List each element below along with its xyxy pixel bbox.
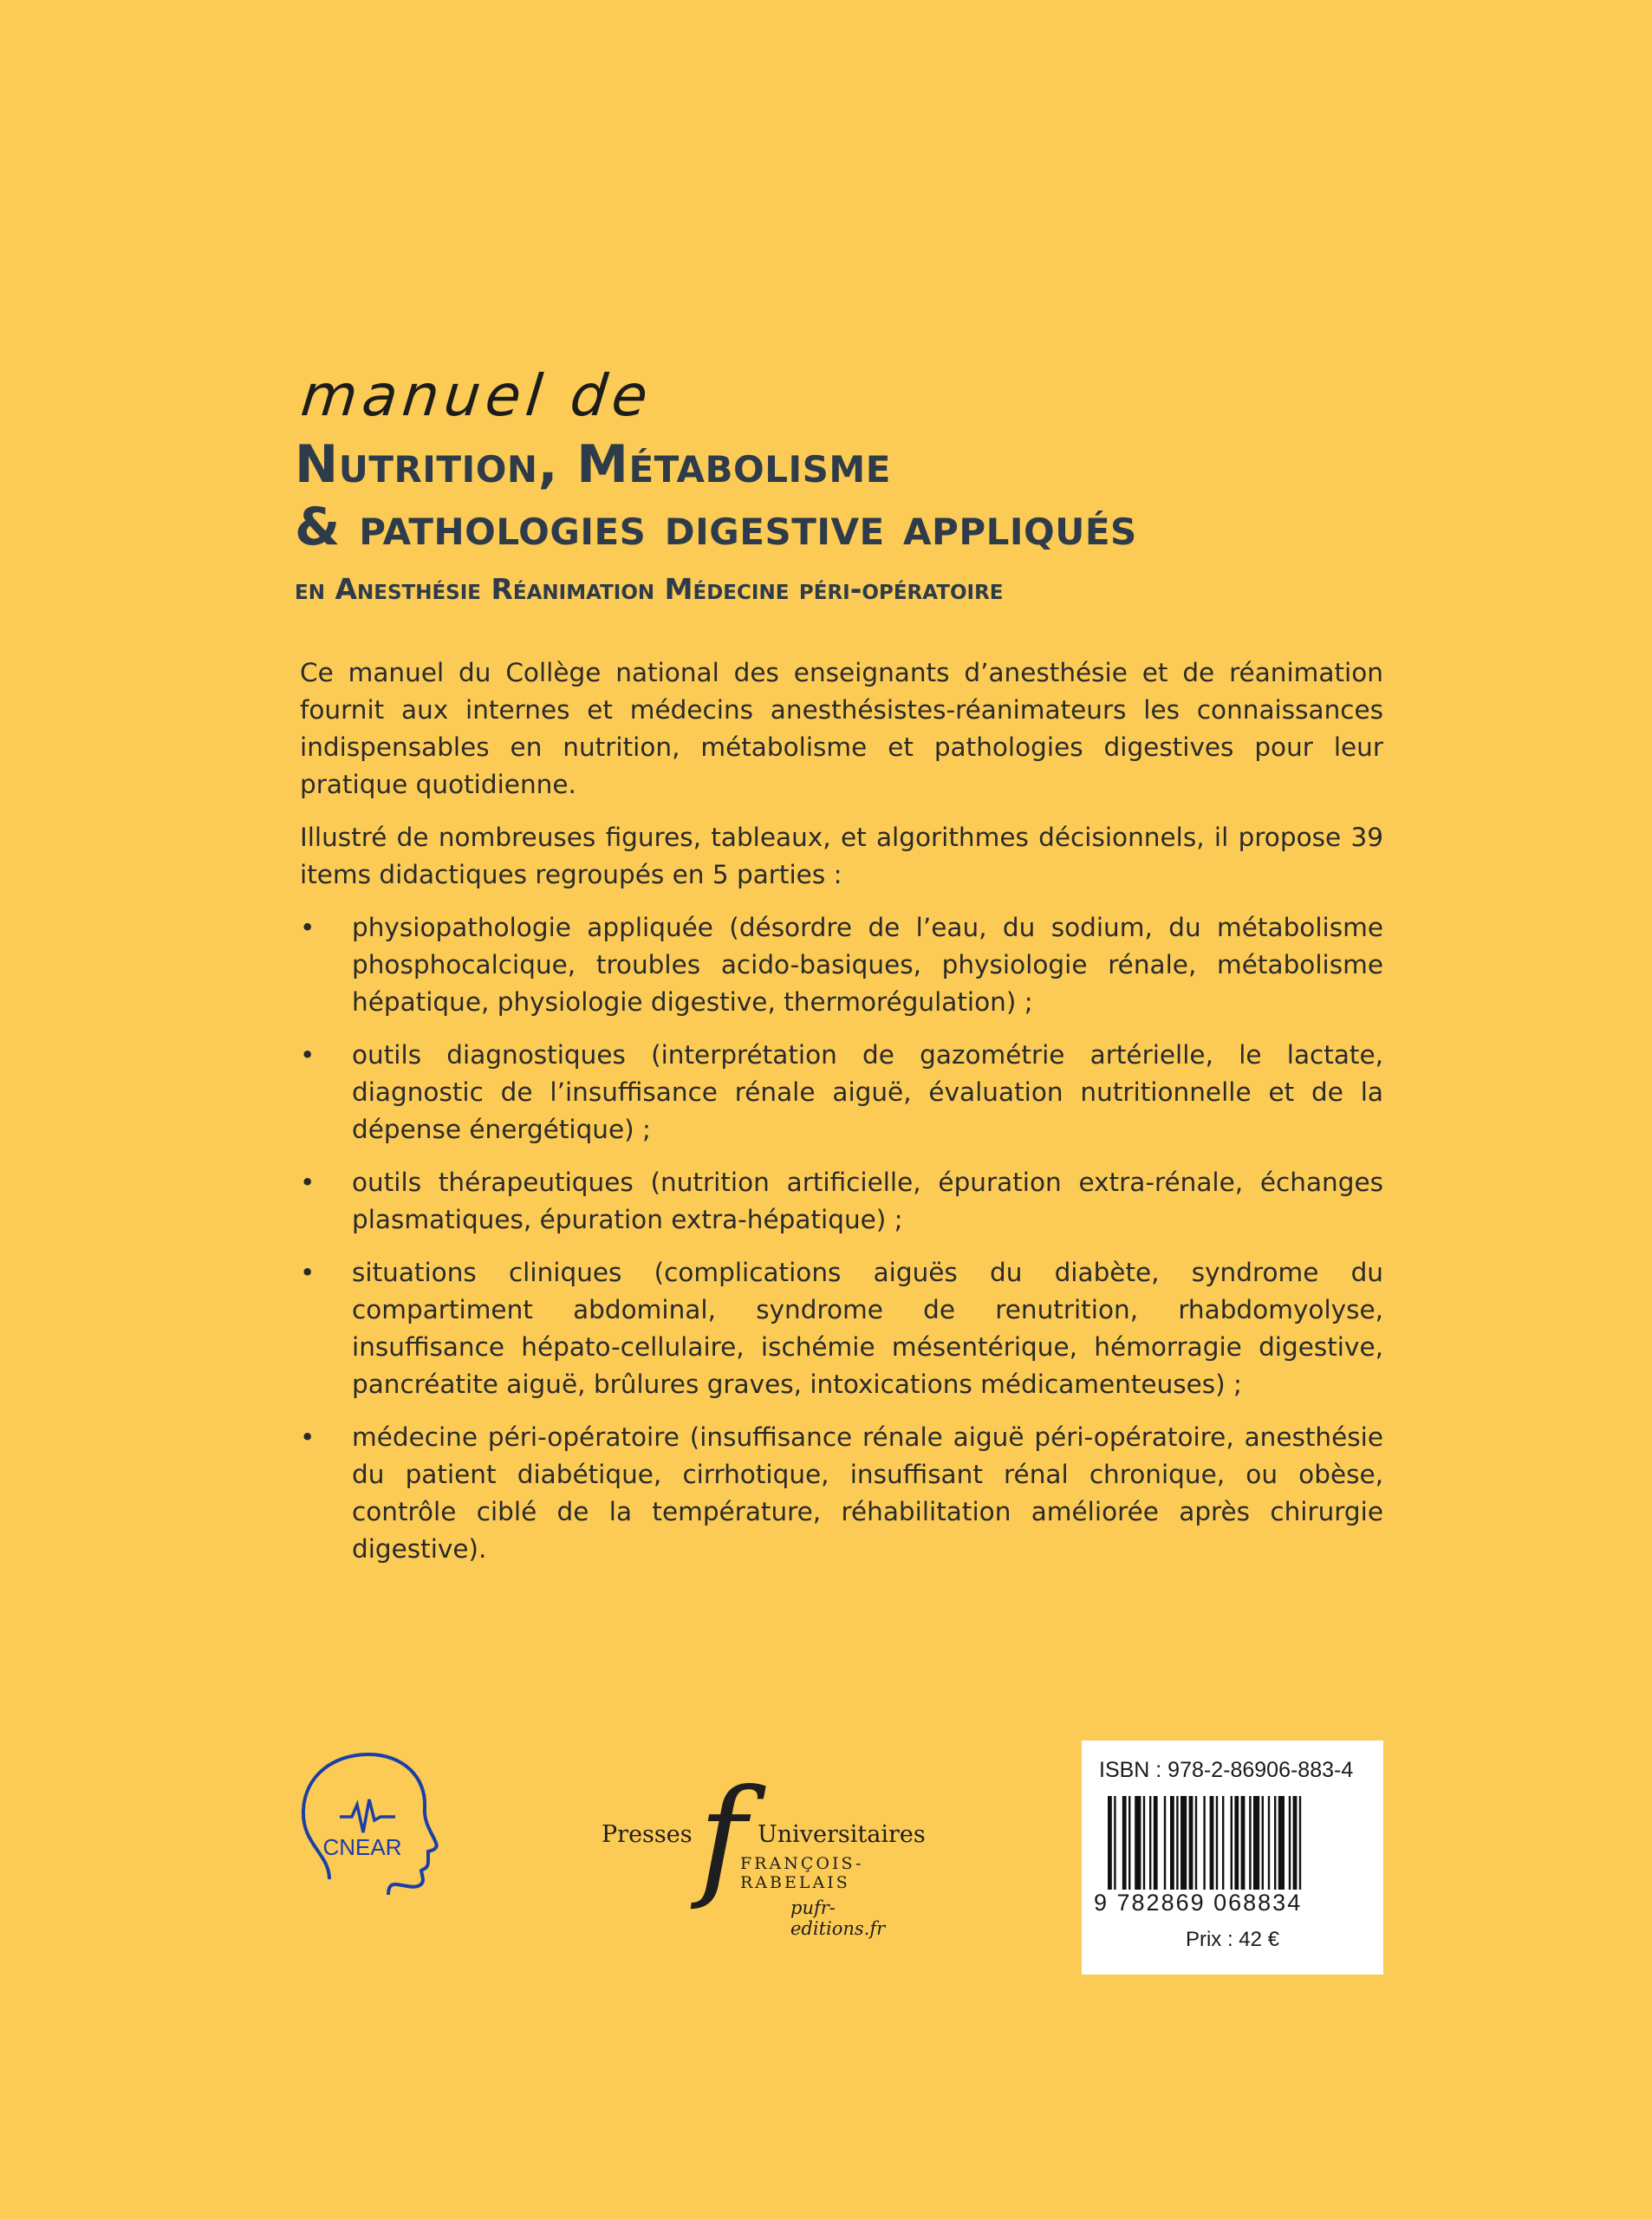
- barcode-bar: [1108, 1796, 1112, 1890]
- ean-digits: 9 782869 068834: [1094, 1890, 1303, 1916]
- barcode-panel: [1082, 1741, 1383, 1975]
- cnear-text: CNEAR: [322, 1834, 402, 1860]
- publisher-logo: [602, 1762, 926, 1939]
- barcode-bar: [1268, 1796, 1270, 1890]
- barcode-bar: [1216, 1796, 1218, 1890]
- barcode-bar: [1222, 1796, 1224, 1890]
- barcode-bar: [1289, 1796, 1291, 1890]
- head-heartbeat-icon: [295, 1749, 442, 1897]
- book-title: [295, 433, 1137, 558]
- barcode-bar: [1241, 1796, 1246, 1890]
- barcode-bar: [1164, 1796, 1166, 1890]
- handwritten-manuel-de: manuel de: [297, 362, 656, 429]
- barcode-bar: [1189, 1796, 1193, 1890]
- description: [300, 654, 1383, 1584]
- book-subtitle: en Anesthésie Réanimation Médecine péri-opératoire: [295, 572, 1004, 606]
- bullet-icon: •: [300, 913, 315, 942]
- barcode-bar: [1180, 1796, 1187, 1890]
- barcode-bar: [1176, 1796, 1178, 1890]
- parts-list: [300, 909, 1383, 1568]
- bullet-icon: •: [300, 1422, 315, 1452]
- publisher-website: pufr-editions.fr: [790, 1897, 886, 1939]
- barcode-bar: [1128, 1796, 1130, 1890]
- barcode-bar: [1203, 1796, 1205, 1890]
- publisher-universitaires: Universitaires: [758, 1821, 926, 1848]
- price: Prix : 42 €: [1185, 1928, 1280, 1951]
- publisher-f-mark: f: [699, 1762, 747, 1913]
- barcode-bar: [1143, 1796, 1145, 1890]
- paragraph-intro: Ce manuel du Collège national des enseignants d’anesthésie et de réanimation fournit aux internes et médecins anesthésistes-réanimateurs les connaissances indispensables en nutrition, métabolisme et pathologies digestives pour leur pratique quotidienne.: [300, 658, 1383, 799]
- barcode-bar: [1154, 1796, 1158, 1890]
- barcode-bar: [1149, 1796, 1151, 1890]
- cnear-logo: [295, 1749, 442, 1897]
- list-item: • situations cliniques (complications aiguës du diabète, syndrome du compartiment abdominal, syndrome de renutrition, rhabdomyolyse, insuffisance hépato-cellulaire, ischémie mésentérique, hémorragie digestive, pancréatite aiguë, brûlures graves, intoxications médicamenteuses) ;: [300, 1254, 1383, 1403]
- barcode-bar: [1249, 1796, 1251, 1890]
- barcode-bar: [1299, 1796, 1301, 1890]
- barcode-bar: [1293, 1796, 1298, 1890]
- barcode-bar: [1278, 1796, 1285, 1890]
- title-line-1: Nutrition, Métabolisme: [295, 434, 891, 495]
- barcode-bar: [1114, 1796, 1115, 1890]
- bullet-icon: •: [300, 1040, 315, 1070]
- list-item: • physiopathologie appliquée (désordre de l’eau, du sodium, du métabolisme phosphocalcique, troubles acido-basiques, physiologie rénale, métabolisme hépatique, physiologie digestive, thermorégulation) ;: [300, 909, 1383, 1021]
- list-item: • outils diagnostiques (interprétation de gazométrie artérielle, le lactate, diagnostic de l’insuffisance rénale aiguë, évaluation nutritionnelle et de la dépense énergétique) ;: [300, 1037, 1383, 1149]
- barcode-bar: [1170, 1796, 1174, 1890]
- barcode-bar: [1122, 1796, 1127, 1890]
- barcode-bar: [1195, 1796, 1197, 1890]
- barcode-bar: [1210, 1796, 1214, 1890]
- barcode-icon: [1108, 1796, 1357, 1890]
- publisher-francois-rabelais: FRANÇOIS-RABELAIS: [740, 1854, 864, 1892]
- barcode-bar: [1234, 1796, 1239, 1890]
- paragraph-overview: Illustré de nombreuses figures, tableaux, et algorithmes décisionnels, il propose 39 items didactiques regroupés en 5 parties :: [300, 823, 1383, 889]
- barcode-bar: [1253, 1796, 1259, 1890]
- barcode-bar: [1135, 1796, 1141, 1890]
- bullet-icon: •: [300, 1258, 315, 1287]
- bullet-icon: •: [300, 1168, 315, 1197]
- publisher-presses: Presses: [602, 1821, 693, 1848]
- isbn-number: ISBN : 978-2-86906-883-4: [1099, 1758, 1354, 1782]
- title-line-2: & pathologies digestive appliqués: [295, 497, 1137, 557]
- barcode-bar: [1262, 1796, 1264, 1890]
- list-item: • médecine péri-opératoire (insuffisance rénale aiguë péri-opératoire, anesthésie du patient diabétique, cirrhotique, insuffisant rénal chronique, ou obèse, contrôle ciblé de la température, réhabilitation améliorée après chirurgie digestive).: [300, 1419, 1383, 1568]
- barcode-bar: [1274, 1796, 1276, 1890]
- list-item: • outils thérapeutiques (nutrition artificielle, épuration extra-rénale, échanges plasmatiques, épuration extra-hépatique) ;: [300, 1164, 1383, 1239]
- barcode-bar: [1231, 1796, 1232, 1890]
